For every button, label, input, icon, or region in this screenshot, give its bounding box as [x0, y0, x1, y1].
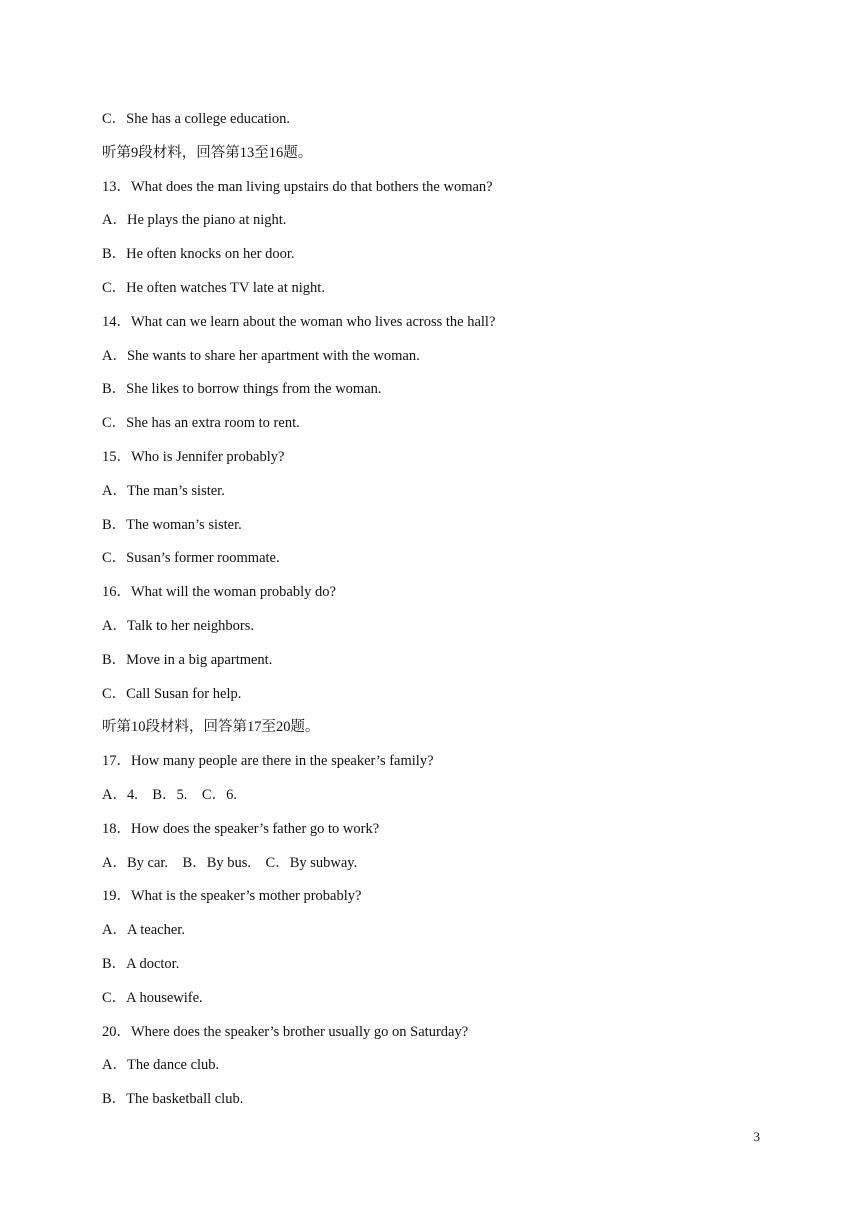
section-instruction: 听第9段材料，回答第13至16题。	[102, 144, 313, 161]
question-line: 19．What is the speaker’s mother probably?	[102, 888, 362, 905]
option-line: B．The basketball club.	[102, 1091, 244, 1108]
page-number: 3	[753, 1129, 760, 1144]
question-line: 15．Who is Jennifer probably?	[102, 448, 285, 465]
option-line: A．By car. B．By bus. C．By subway.	[102, 854, 358, 871]
question-line: 13．What does the man living upstairs do that bothers the woman?	[102, 178, 493, 195]
option-line: C．She has a college education.	[102, 111, 291, 127]
option-line: B．A doctor.	[102, 955, 180, 972]
option-line: A．He plays the piano at night.	[102, 212, 287, 229]
option-line: B．He often knocks on her door.	[102, 246, 295, 263]
section-instruction: 听第10段材料，回答第17至20题。	[102, 719, 320, 736]
option-line: B．She likes to borrow things from the woman.	[102, 381, 382, 398]
question-line: 17．How many people are there in the speaker’s family?	[102, 753, 434, 770]
option-line: A．She wants to share her apartment with the woman.	[102, 347, 420, 364]
option-line: C．He often watches TV late at night.	[102, 279, 325, 296]
option-line: B．Move in a big apartment.	[102, 651, 273, 668]
option-line: C．A housewife.	[102, 989, 203, 1006]
option-line: C．Call Susan for help.	[102, 685, 242, 702]
option-line: A．A teacher.	[102, 922, 185, 939]
question-line: 20．Where does the speaker’s brother usually go on Saturday?	[102, 1023, 469, 1040]
question-line: 14．What can we learn about the woman who lives across the hall?	[102, 313, 496, 330]
option-line: C．She has an extra room to rent.	[102, 415, 300, 432]
option-line: A．4. B．5. C．6.	[102, 786, 237, 803]
question-line: 18．How does the speaker’s father go to work?	[102, 820, 380, 837]
option-line: C．Susan’s former roommate.	[102, 550, 280, 567]
option-line: A．The dance club.	[102, 1057, 220, 1074]
question-line: 16．What will the woman probably do?	[102, 584, 336, 601]
option-line: A．Talk to her neighbors.	[102, 617, 255, 634]
question-list	[102, 107, 495, 1121]
option-line: A．The man’s sister.	[102, 482, 225, 499]
option-line: B．The woman’s sister.	[102, 516, 242, 533]
